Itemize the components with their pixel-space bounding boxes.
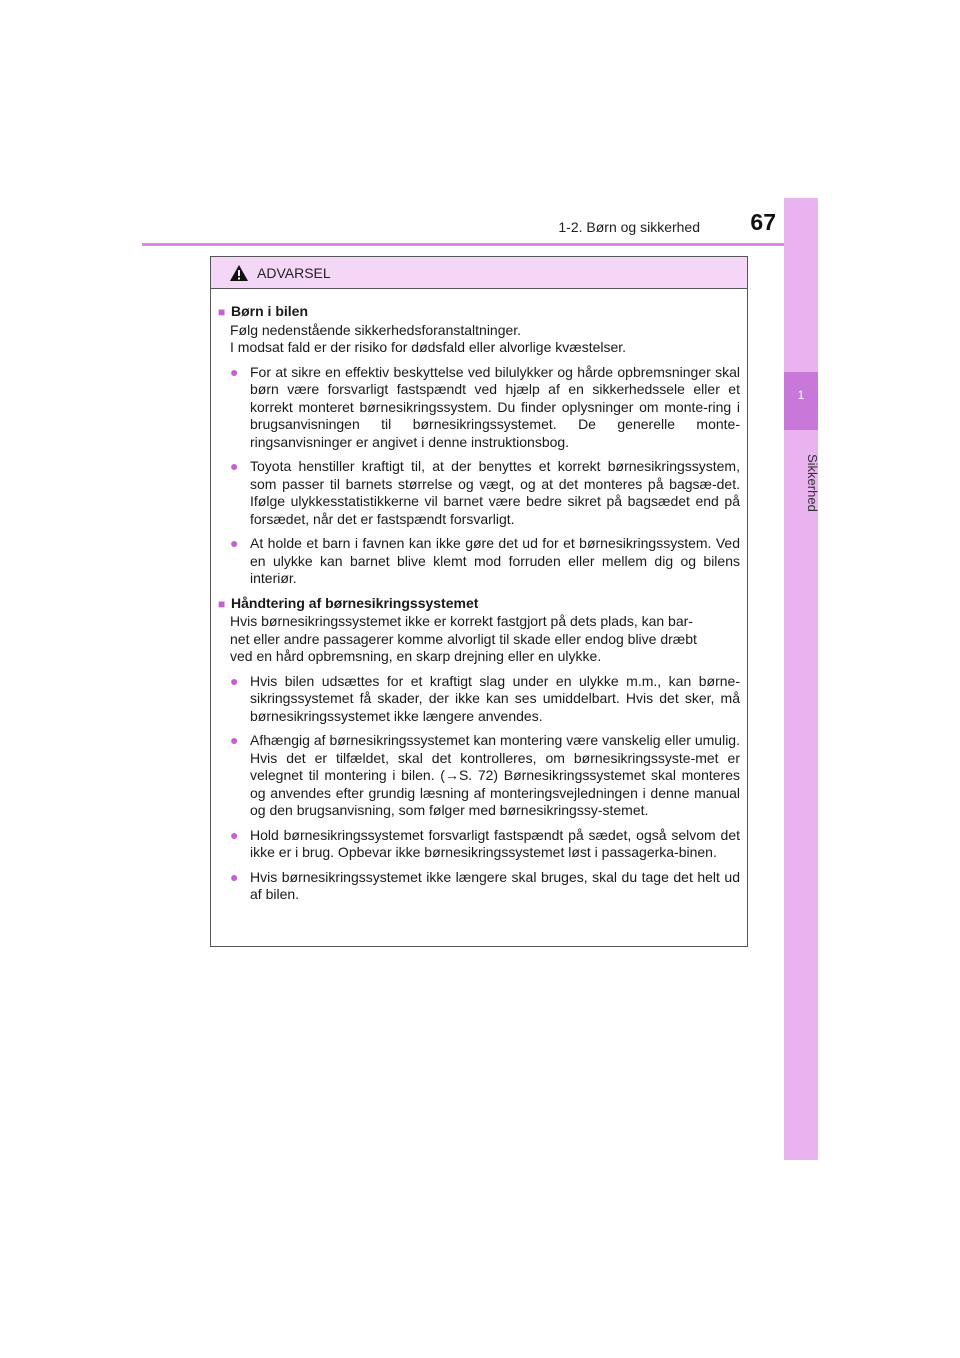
warning-triangle-icon — [229, 264, 249, 282]
list-item-text: Hvis børnesikringssystemet ikke længere skal bruges, skal du tage det helt ud af bilen. — [250, 868, 740, 902]
intro-line: Følg nedenstående sikkerhedsforanstaltninger. — [230, 321, 522, 338]
warning-header — [211, 257, 747, 289]
chapter-side-tab — [784, 198, 818, 1160]
list-item — [230, 364, 740, 452]
intro-line: ved en hård opbremsning, en skarp drejning eller en ulykke. — [230, 648, 602, 664]
list-item-text: For at sikre en effektiv beskyttelse ved bilulykker og hårde opbremsninger skal børn være forsvarligt fastspændt ved hjælp af en sikkerhedssele eller et korrekt monteret børnesikringssystem. Du finder oplysninger om monte-ring i brugsanvisningen til børnesikringssystemet. De generelle monte-ringsanvisninger er angivet i denne instruktionsbog. — [250, 363, 740, 450]
circle-bullet-icon: ● — [230, 535, 239, 551]
chapter-number: 1 — [797, 388, 805, 402]
circle-bullet-icon: ● — [230, 732, 239, 748]
circle-bullet-icon: ● — [230, 672, 239, 689]
list-item-text: At holde et barn i favnen kan ikke gøre det ud for et børnesikringssystem. Ved en ulykke kan barnet blive klemt mod forruden eller mellem dig og bilens interiør. — [250, 535, 740, 586]
circle-bullet-icon: ● — [230, 868, 239, 885]
chapter-label: Sikkerhed — [805, 454, 820, 512]
section-intro — [218, 613, 740, 666]
warning-box — [210, 256, 748, 947]
section-intro — [218, 322, 740, 357]
list-item-text: Hold børnesikringssystemet forsvarligt fastspændt på sædet, også selvom det ikke er i brug. Opbevar ikke børnesikringssystemet løst i passagerka-binen. — [250, 826, 740, 860]
list-item — [230, 869, 740, 904]
section-children-in-car — [218, 303, 740, 588]
page-number: 67 — [750, 209, 776, 235]
list-item — [230, 827, 740, 862]
header-rule — [142, 243, 818, 246]
section-heading-text: Håndtering af børnesikringssystemet — [231, 594, 479, 611]
circle-bullet-icon: ● — [230, 363, 239, 380]
section-heading — [218, 303, 740, 322]
warning-title: ADVARSEL — [257, 264, 331, 281]
intro-line: Hvis børnesikringssystemet ikke er korrekt fastgjort på dets plads, kan bar- — [230, 613, 693, 629]
section-heading-text: Børn i bilen — [231, 303, 308, 319]
list-item-text: Toyota henstiller kraftigt til, at der benyttes et korrekt børnesikringssystem, som passer til barnets størrelse og vægt, og at det monteres på bagsæ-det. Ifølge ulykkesstatistikkerne vil barnet være bedre sikret på bagsædet end på forsædet, når det er fastspændt forsvarligt. — [250, 458, 740, 527]
list-item — [230, 732, 740, 820]
list-item — [230, 458, 740, 528]
square-marker-icon: ■ — [218, 596, 226, 611]
section-title: 1-2. Børn og sikkerhed — [558, 219, 700, 235]
circle-bullet-icon: ● — [230, 458, 239, 474]
list-item-text: Afhængig af børnesikringssystemet kan montering være vanskelig eller umulig. Hvis det er tilfældet, skal det kontrolleres, om børnesikringssyste-met er velegnet til montering i bilen. (→S. 72) Børnesikringssystemet skal monteres og anvendes efter grundig læsning af monteringsvejledningen i denne manual og den brugsanvisning, som følger med børnesikringssy-stemet. — [250, 732, 740, 818]
section-heading — [218, 595, 740, 614]
list-item — [230, 673, 740, 726]
intro-line: I modsat fald er der risiko for dødsfald eller alvorlige kvæstelser. — [230, 339, 627, 355]
list-item — [230, 535, 740, 588]
list-item-text: Hvis bilen udsættes for et kraftigt slag under en ulykke m.m., kan børne-sikringssystemet få skader, der ikke kan ses umiddelbart. Hvis det sker, må børnesikringssystemet ikke længere anvendes. — [250, 672, 740, 724]
circle-bullet-icon: ● — [230, 826, 239, 843]
warning-body — [211, 289, 747, 904]
square-marker-icon: ■ — [218, 305, 226, 319]
section-child-restraint-handling — [218, 595, 740, 904]
intro-line: net eller andre passagerer komme alvorligt til skade eller endog blive dræbt — [230, 630, 697, 647]
